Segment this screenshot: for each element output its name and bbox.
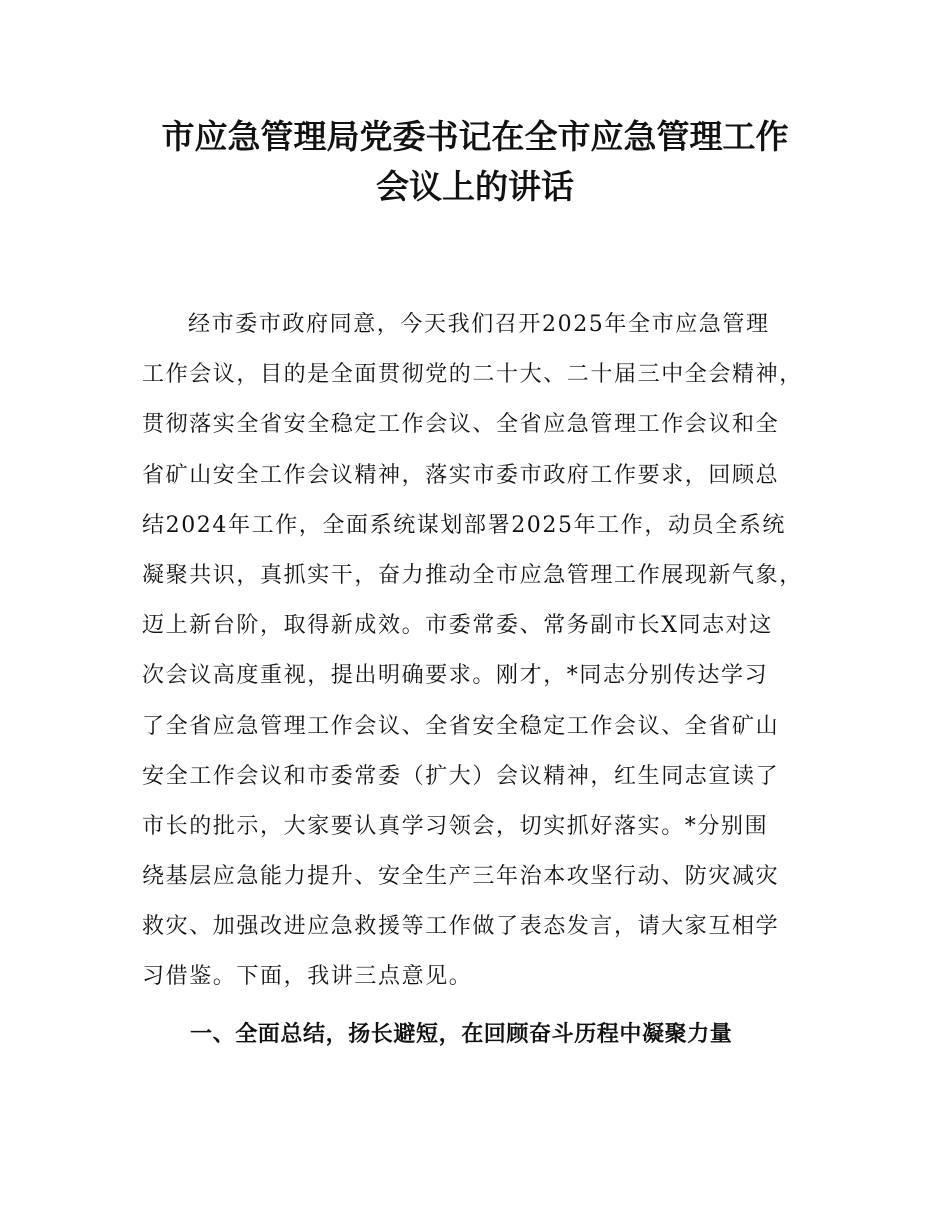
paragraph-line-6: 凝聚共识，真抓实干，奋力推动全市应急管理工作展现新气象， xyxy=(142,562,803,588)
title-line-1: 市应急管理局党委书记在全市应急管理工作 xyxy=(161,117,789,156)
document-title xyxy=(0,112,950,212)
title-line-2: 会议上的讲话 xyxy=(376,167,574,206)
paragraph-line-2: 工作会议，目的是全面贯彻党的二十大、二十届三中全会精神， xyxy=(142,362,803,388)
paragraph-line-9: 了全省应急管理工作会议、全省安全稳定工作会议、全省矿山 xyxy=(142,713,780,739)
paragraph-line-10: 安全工作会议和市委常委（扩大）会议精神，红生同志宣读了 xyxy=(142,763,780,789)
section-heading-1: 一、全面总结，扬长避短，在回顾奋斗历程中凝聚力量 xyxy=(190,1022,733,1047)
paragraph-line-14: 习借鉴。下面，我讲三点意见。 xyxy=(142,964,473,990)
paragraph-line-3: 贯彻落实全省安全稳定工作会议、全省应急管理工作会议和全 xyxy=(142,412,780,438)
paragraph-line-5: 结2024年工作，全面系统谋划部署2025年工作，动员全系统 xyxy=(142,512,786,538)
opening-paragraph xyxy=(142,300,832,1003)
paragraph-line-13: 救灾、加强改进应急救援等工作做了表态发言，请大家互相学 xyxy=(142,914,780,940)
paragraph-line-11: 市长的批示，大家要认真学习领会，切实抓好落实。*分别围 xyxy=(142,813,769,839)
paragraph-line-8: 次会议高度重视，提出明确要求。刚才，*同志分别传达学习 xyxy=(142,663,769,689)
paragraph-line-4: 省矿山安全工作会议精神，落实市委市政府工作要求，回顾总 xyxy=(142,462,780,488)
paragraph-line-7: 迈上新台阶，取得新成效。市委常委、常务副市长X同志对这 xyxy=(142,613,773,639)
paragraph-line-12: 绕基层应急能力提升、安全生产三年治本攻坚行动、防灾减灾 xyxy=(142,864,780,890)
paragraph-line-1: 经市委市政府同意，今天我们召开2025年全市应急管理 xyxy=(188,312,770,337)
